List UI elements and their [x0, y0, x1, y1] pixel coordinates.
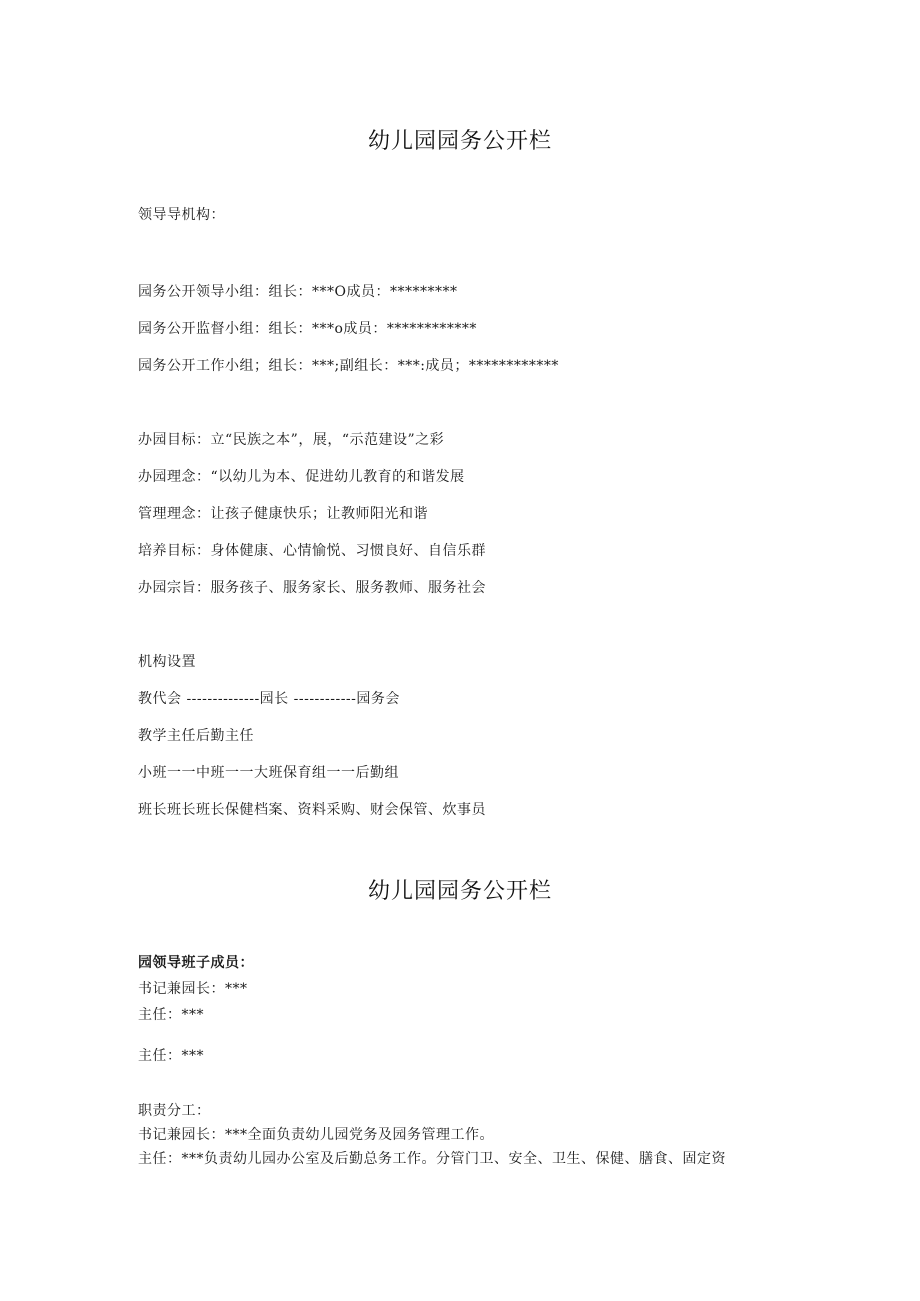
principle-goal: 办园目标：立“民族之本”，展，“示范建设”之彩 — [138, 432, 445, 448]
principle-philosophy: 办园理念：“以幼儿为本、促进幼儿教育的和谐发展 — [138, 469, 465, 485]
group-line-supervision: 园务公开监督小组：组长：***o成员：************ — [138, 321, 477, 337]
structure-line: 班长班长班长保健档案、资料采购、财会保管、炊事员 — [138, 802, 486, 818]
structure-line: 教学主任后勤主任 — [138, 728, 254, 744]
duty-line: 主任：***负责幼儿园办公室及后勤总务工作。分管门卫、安全、卫生、保健、膳食、固定资 — [138, 1151, 726, 1167]
members-heading: 园领导班子成员： — [138, 955, 254, 971]
member-line: 书记兼园长：*** — [138, 981, 248, 997]
duties-heading: 职责分工： — [138, 1103, 211, 1119]
principle-management: 管理理念：让孩子健康快乐；让教师阳光和谐 — [138, 506, 428, 522]
duty-line: 书记兼园长：***全面负责幼儿园党务及园务管理工作。 — [138, 1127, 494, 1143]
member-line: 主任：*** — [138, 1048, 204, 1064]
group-line-leading: 园务公开领导小组：组长：***O成员：********* — [138, 284, 458, 300]
section1-title: 幼儿园园务公开栏 — [367, 129, 552, 154]
structure-line: 小班一一中班一一大班保育组一一后勤组 — [138, 765, 399, 781]
structure-heading: 机构设置 — [138, 654, 196, 670]
group-line-working: 园务公开工作小组；组长：***;副组长：***:成员；************ — [138, 358, 559, 374]
member-line: 主任：*** — [138, 1007, 204, 1023]
structure-line: 教代会 --------------园长 ------------园务会 — [138, 691, 400, 707]
principle-cultivation: 培养目标：身体健康、心情愉悦、习惯良好、自信乐群 — [138, 543, 486, 559]
principle-purpose: 办园宗旨：服务孩子、服务家长、服务教师、服务社会 — [138, 580, 486, 596]
leadership-heading: 领导导机构： — [138, 207, 225, 223]
section2-title: 幼儿园园务公开栏 — [367, 879, 552, 904]
